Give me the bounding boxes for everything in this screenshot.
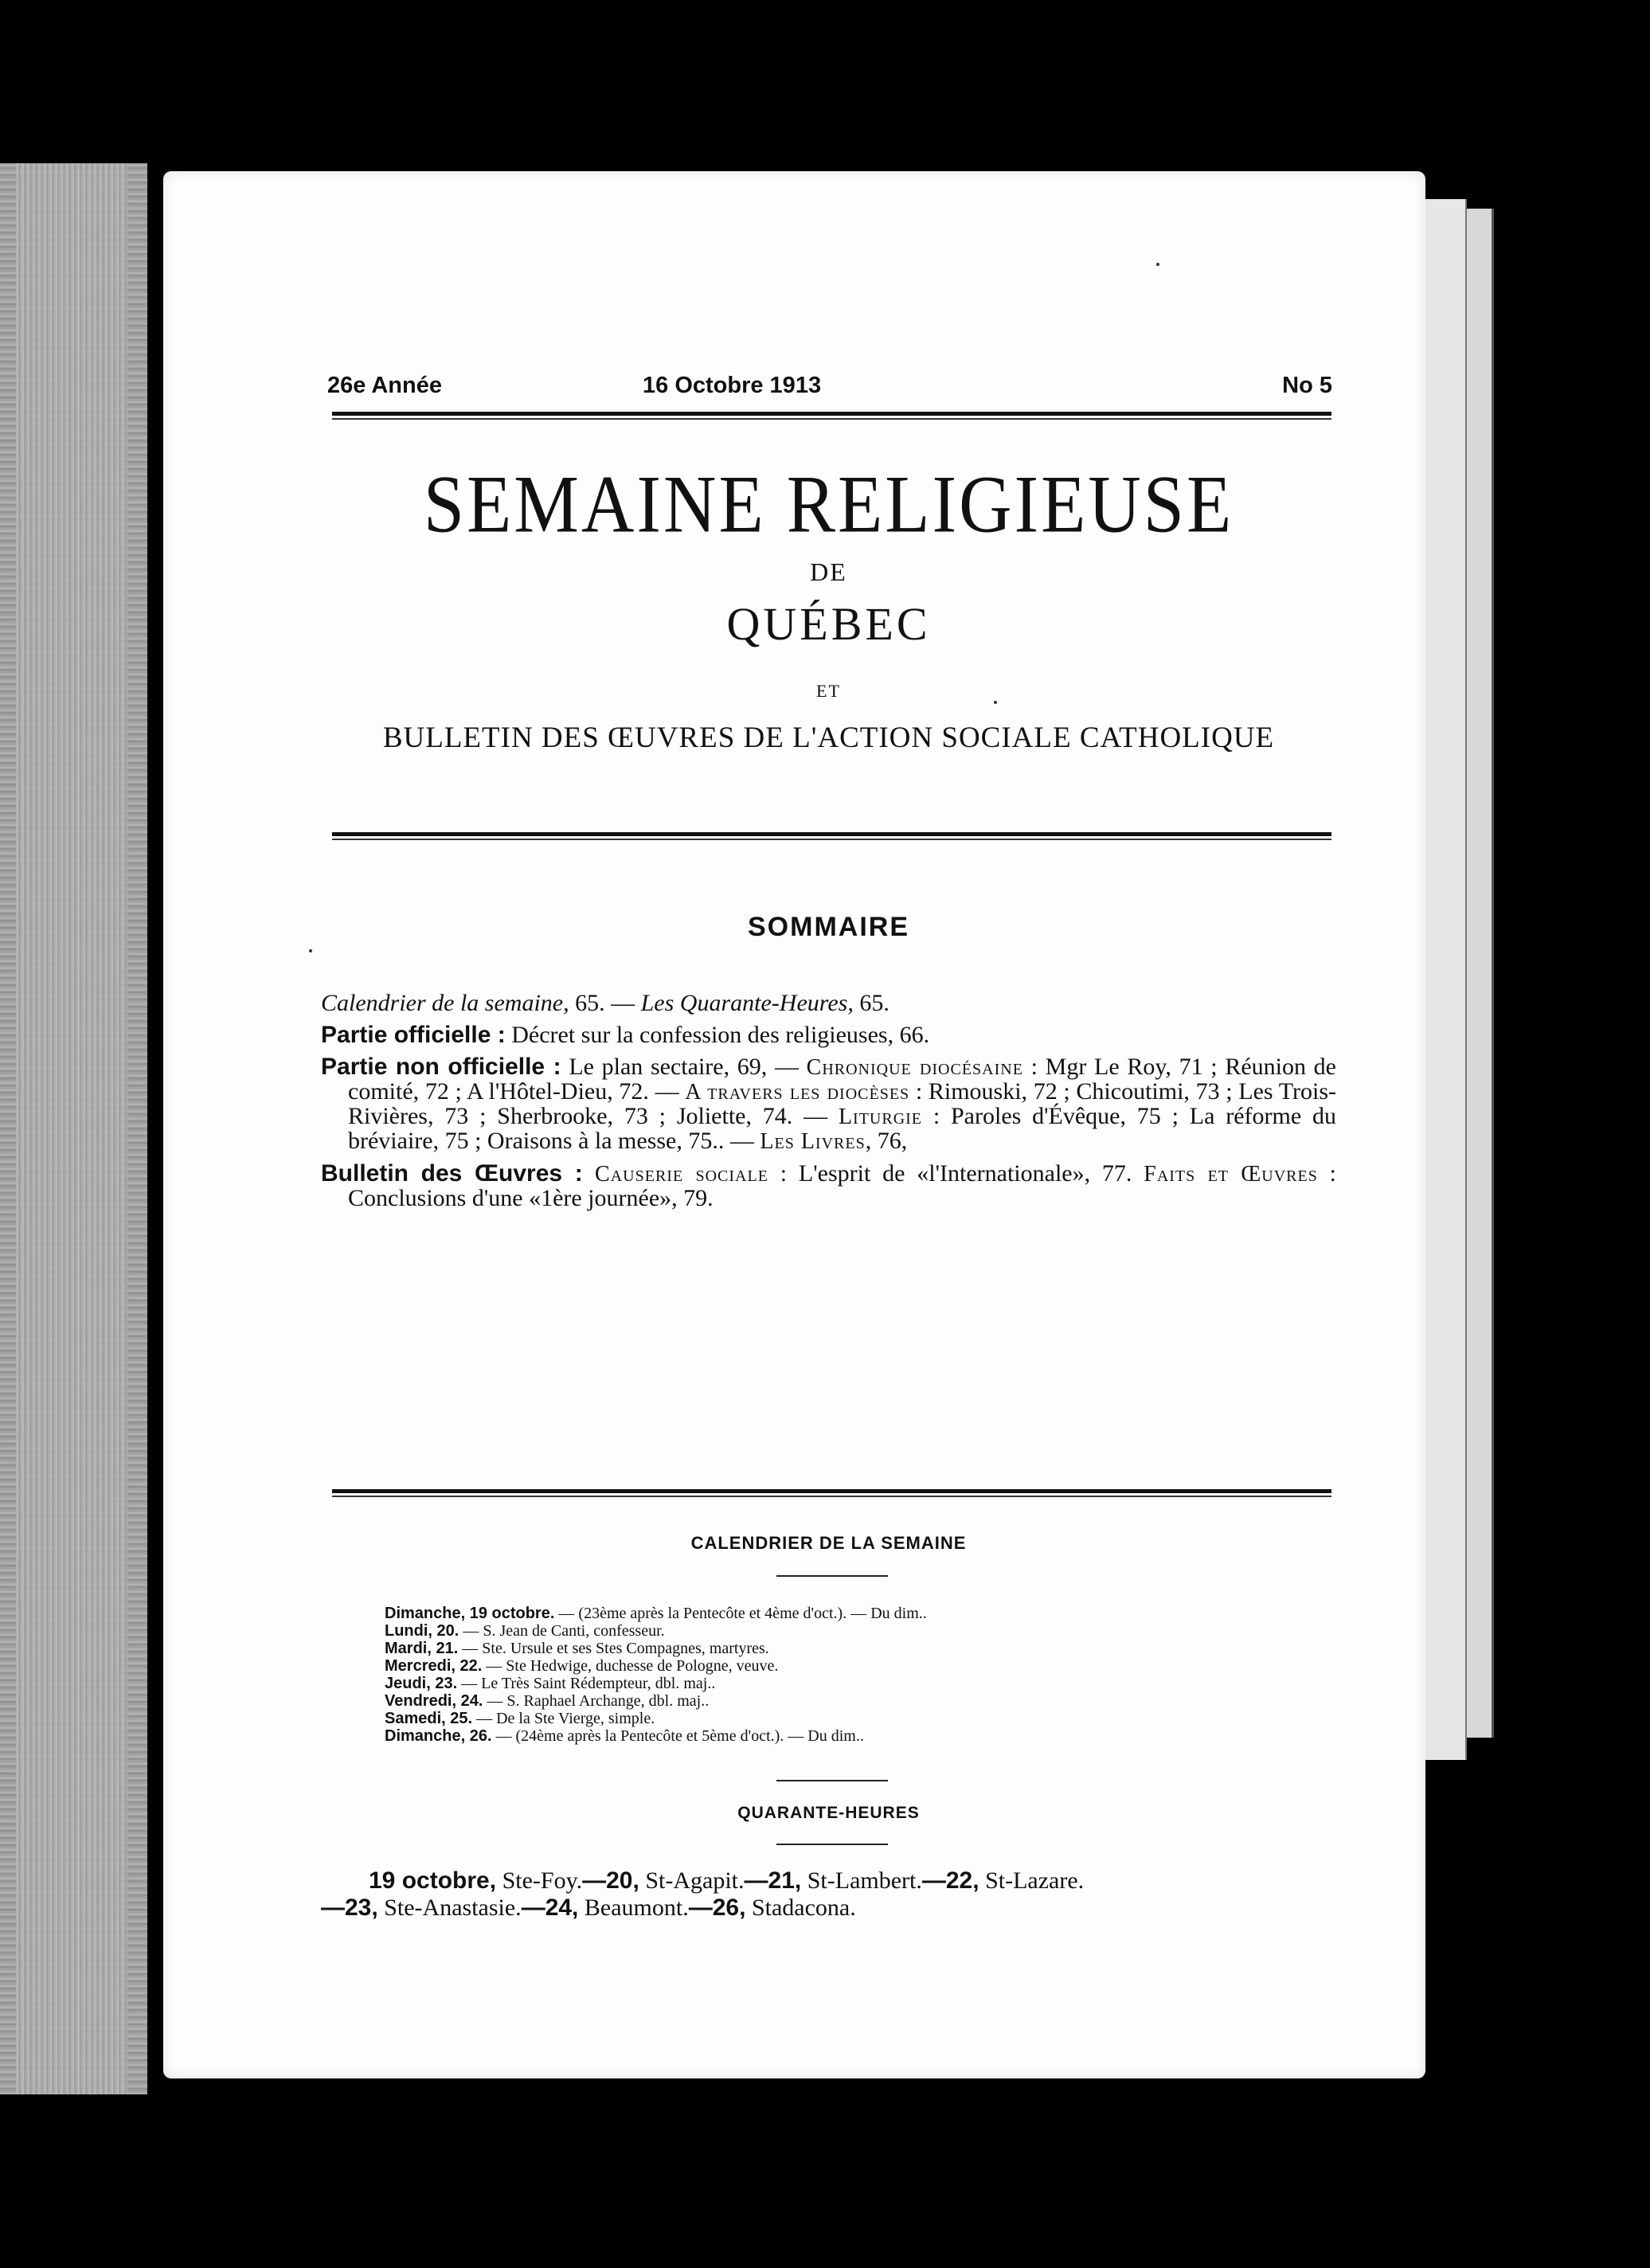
masthead-number: No 5 xyxy=(1282,373,1332,398)
masthead xyxy=(321,373,1332,405)
document-page xyxy=(163,171,1425,2078)
calendrier-row: Vendredi, 24. — S. Raphael Archange, dbl. maj.. xyxy=(385,1692,710,1710)
calendrier-row: Mardi, 21. — Ste. Ursule et ses Stes Compagnes, martyres. xyxy=(385,1640,769,1657)
quarante-heures-heading: QUARANTE-HEURES xyxy=(737,1804,920,1822)
quarante-heures-list xyxy=(321,1867,1336,1922)
page-title: SEMAINE RELIGIEUSE xyxy=(423,458,1234,550)
quarante-heures-line: —23, Ste-Anastasie.—24, Beaumont.—26, Stadacona. xyxy=(321,1895,856,1921)
sommaire-heading: SOMMAIRE xyxy=(748,912,909,942)
sommaire-line-bulletin: Bulletin des Œuvres : Causerie sociale : L'esprit de «l'Internationale», 77. Faits et Œuvres : Conclusions d'une «1ère journée», 79. xyxy=(321,1160,1336,1211)
title-city: QUÉBEC xyxy=(726,598,931,650)
title-et: ET xyxy=(816,681,841,701)
calendrier-list xyxy=(385,1605,1300,1745)
calendrier-row: Jeudi, 23. — Le Très Saint Rédempteur, dbl. maj.. xyxy=(385,1675,716,1692)
title-subtitle: BULLETIN DES ŒUVRES DE L'ACTION SOCIALE CATHOLIQUE xyxy=(382,721,1275,754)
sommaire-line-calendrier: Calendrier de la semaine, 65. — Les Quarante-Heures, 65. xyxy=(321,990,890,1016)
book-cover-edge xyxy=(0,163,147,2094)
calendrier-row: Dimanche, 19 octobre. — (23ème après la Pentecôte et 4ème d'oct.). — Du dim.. xyxy=(385,1605,927,1622)
calendrier-row: Samedi, 25. — De la Ste Vierge, simple. xyxy=(385,1710,655,1727)
sommaire-line-non-officielle: Partie non officielle : Le plan sectaire, 69, — Chronique diocésaine : Mgr Le Roy, 71 ; Réunion de comité, 72 ; A l'Hôtel-Dieu, 72. — A travers les diocèses : Rimouski, 72 ; Chicoutimi, 73 ; Les Trois-Rivières, 73 ; Sherbrooke, 73 ; Joliette, 74. — Liturgie : Paroles d'Évêque, 75 ; La réforme du bréviaire, 75 ; Oraisons à la messe, 75.. — Les Livres, 76, xyxy=(321,1054,1337,1154)
paper-speck xyxy=(994,701,997,704)
title-rule xyxy=(332,832,1331,840)
quarante-heures-rule-top xyxy=(776,1780,888,1781)
masthead-date: 16 Octobre 1913 xyxy=(643,373,822,398)
sommaire-body xyxy=(321,991,1336,1218)
sommaire-rule xyxy=(332,1489,1331,1497)
calendrier-heading: CALENDRIER DE LA SEMAINE xyxy=(690,1533,967,1553)
title-de: DE xyxy=(810,557,847,586)
paper-speck xyxy=(309,949,312,952)
masthead-year: 26e Année xyxy=(327,373,442,398)
calendrier-rule xyxy=(776,1575,888,1577)
masthead-rule xyxy=(332,412,1331,420)
calendrier-row: Dimanche, 26. — (24ème après la Pentecôte et 5ème d'oct.). — Du dim.. xyxy=(385,1727,864,1745)
calendrier-row: Mercredi, 22. — Ste Hedwige, duchesse de Pologne, veuve. xyxy=(385,1657,779,1675)
quarante-heures-line: 19 octobre, Ste-Foy.—20, St-Agapit.—21, St-Lambert.—22, St-Lazare. xyxy=(369,1867,1085,1894)
quarante-heures-rule xyxy=(776,1844,888,1845)
calendrier-row: Lundi, 20. — S. Jean de Canti, confesseur. xyxy=(385,1622,665,1640)
sommaire-line-officielle: Partie officielle : Décret sur la confession des religieuses, 66. xyxy=(321,1022,930,1048)
paper-speck xyxy=(1156,263,1159,266)
